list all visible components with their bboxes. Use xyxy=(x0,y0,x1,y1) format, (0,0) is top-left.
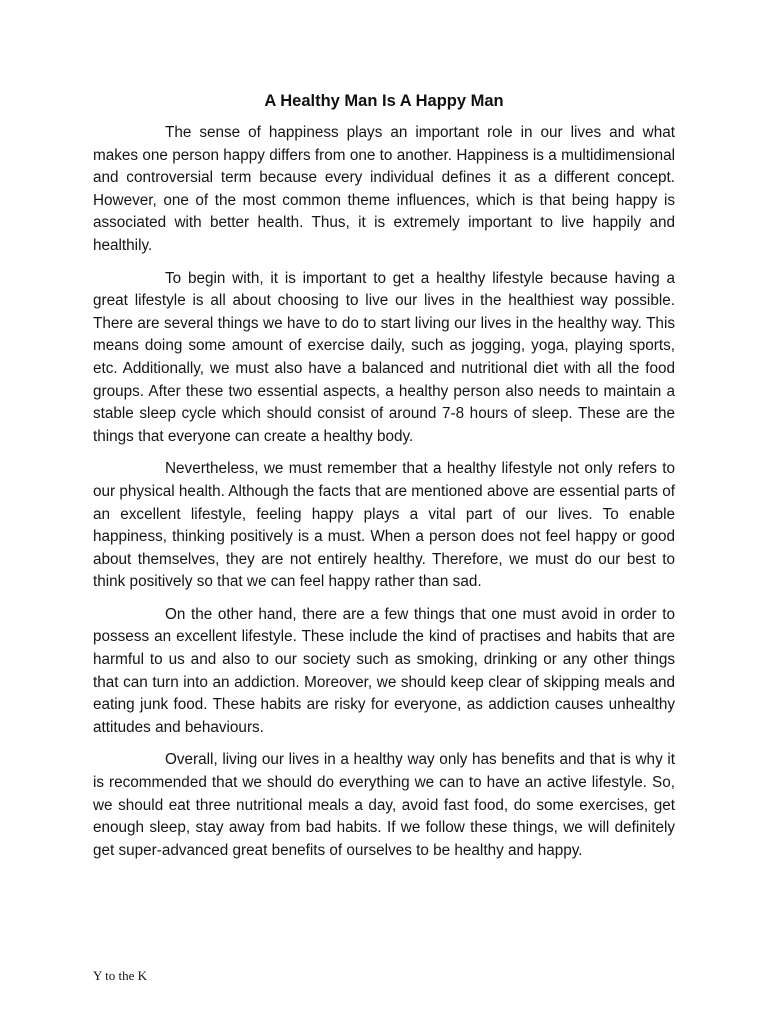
document-title: A Healthy Man Is A Happy Man xyxy=(264,92,504,110)
paragraph-3: Nevertheless, we must remember that a healthy lifestyle not only refers to our physical health. Although the facts that are mentioned above are essential parts of an excellent lifestyle, feeling happy plays a vital part of our lives. To enable happiness, thinking positively is a must. When a person does not feel happy or good about themselves, they are not entirely healthy. Therefore, we must do our best to think positively so that we can feel happy rather than sad. xyxy=(93,460,675,591)
page-footer: Y to the K xyxy=(93,968,148,983)
paragraph-5: Overall, living our lives in a healthy way only has benefits and that is why it is recommended that we should do everything we can to have an active lifestyle. So, we should eat three nutritional meals a day, avoid fast food, do some exercises, get enough sleep, stay away from bad habits. If we follow these things, we will definitely get super-advanced great benefits of ourselves to be healthy and happy. xyxy=(93,751,675,859)
paragraph-2: To begin with, it is important to get a healthy lifestyle because having a great lifestyle is all about choosing to live our lives in the healthiest way possible. There are several things we have to do to start living our lives in the healthy way. This means doing some amount of exercise daily, such as jogging, yoga, playing sports, etc. Additionally, we must also have a balanced and nutritional diet with all the food groups. After these two essential aspects, a healthy person also needs to maintain a stable sleep cycle which should consist of around 7-8 hours of sleep. These are the things that everyone can create a healthy body. xyxy=(93,269,675,445)
paragraph-4: On the other hand, there are a few things that one must avoid in order to possess an excellent lifestyle. These include the kind of practises and habits that are harmful to us and also to our society such as smoking, drinking or any other things that can turn into an addiction. Moreover, we should keep clear of skipping meals and eating junk food. These habits are risky for everyone, as addiction causes unhealthy attitudes and behaviours. xyxy=(93,605,675,736)
document-body xyxy=(93,122,675,872)
paragraph-1: The sense of happiness plays an important role in our lives and what makes one person happy differs from one to another. Happiness is a multidimensional and controversial term because every individual defines it as a different concept. However, one of the most common theme influences, which is that being happy is associated with better health. Thus, it is extremely important to live happily and healthily. xyxy=(93,124,675,254)
